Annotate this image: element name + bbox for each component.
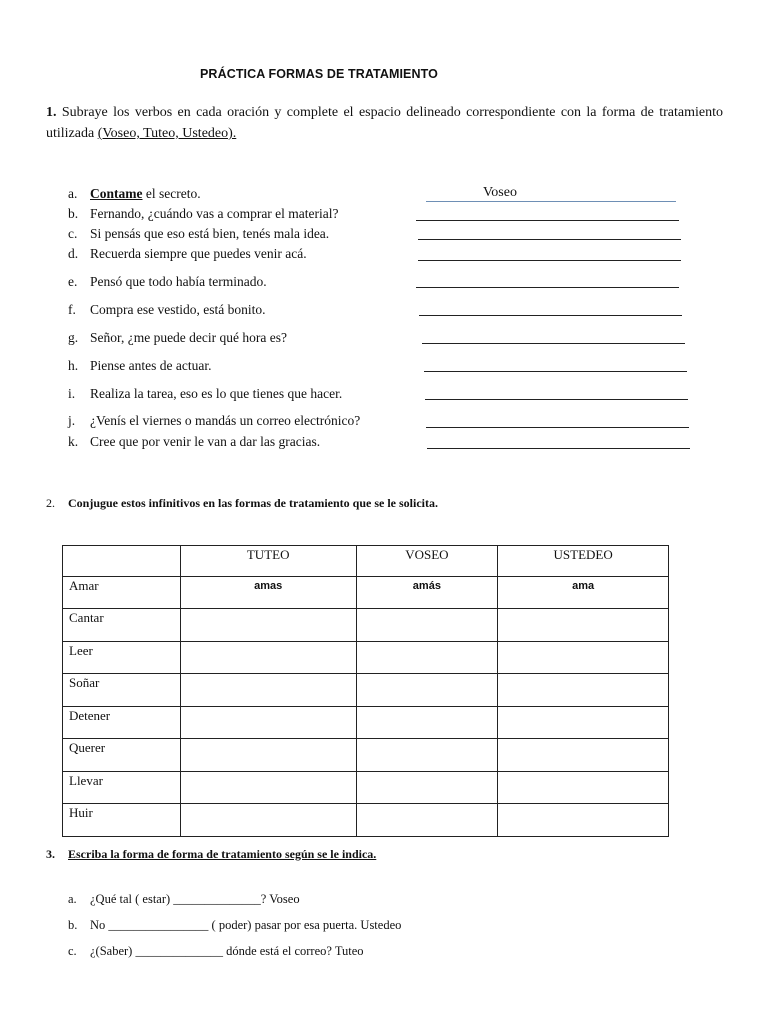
- verb-cell: Cantar: [63, 609, 181, 642]
- tuteo-cell[interactable]: [180, 739, 356, 772]
- table-header-voseo: VOSEO: [356, 546, 498, 577]
- list-item: a. ¿Qué tal ( estar) ______________? Voseo: [68, 892, 300, 906]
- verb-cell: Amar: [63, 576, 181, 609]
- voseo-cell[interactable]: [356, 706, 498, 739]
- voseo-cell[interactable]: [356, 804, 498, 837]
- answer-line[interactable]: [425, 399, 688, 400]
- tuteo-cell[interactable]: [180, 771, 356, 804]
- table-row: [63, 641, 669, 674]
- table-row: [63, 706, 669, 739]
- tuteo-cell[interactable]: amas: [180, 576, 356, 609]
- verb-cell: Soñar: [63, 674, 181, 707]
- exercise-3-number: 3.: [46, 847, 55, 861]
- verb-cell: Detener: [63, 706, 181, 739]
- list-item: d. Recuerda siempre que puedes venir acá.: [68, 246, 307, 261]
- ustedeo-cell[interactable]: ama: [498, 576, 669, 609]
- list-item: k. Cree que por venir le van a dar las gracias.: [68, 434, 321, 449]
- answer-line[interactable]: [422, 343, 685, 344]
- page-title: PRÁCTICA FORMAS DE TRATAMIENTO: [200, 67, 438, 81]
- list-item: f. Compra ese vestido, está bonito.: [68, 302, 266, 317]
- exercise-2-instructions: 2. Conjugue estos infinitivos en las formas de tratamiento que se le solicita.: [46, 496, 438, 510]
- ustedeo-cell[interactable]: [498, 706, 669, 739]
- conjugation-table: [62, 545, 669, 837]
- table-header-row: [63, 546, 669, 577]
- voseo-cell[interactable]: [356, 739, 498, 772]
- table-row: [63, 739, 669, 772]
- list-item: e. Pensó que todo había terminado.: [68, 274, 267, 289]
- answer-voseo: Voseo: [483, 185, 517, 200]
- exercise-1-text: Subraye los verbos en cada oración y complete el espacio delineado correspondiente con la forma de tratamiento utilizada: [46, 105, 724, 141]
- answer-line[interactable]: [427, 448, 690, 449]
- verb-cell: Querer: [63, 739, 181, 772]
- list-item: c. Si pensás que eso está bien, tenés mala idea.: [68, 226, 330, 241]
- list-item: i. Realiza la tarea, eso es lo que tienes que hacer.: [68, 386, 343, 401]
- voseo-cell[interactable]: amás: [356, 576, 498, 609]
- exercise-3-instructions: 3. Escriba la forma de forma de tratamiento según se le indica.: [46, 847, 377, 861]
- exercise-2-number: 2.: [46, 496, 55, 510]
- tuteo-cell[interactable]: [180, 706, 356, 739]
- list-item: j. ¿Venís el viernes o mandás un correo electrónico?: [68, 413, 361, 428]
- underlined-verb: Contame: [90, 186, 143, 201]
- exercise-1-options: (Voseo, Tuteo, Ustedeo).: [97, 126, 237, 141]
- ustedeo-cell[interactable]: [498, 641, 669, 674]
- table-header-blank: [63, 546, 181, 577]
- answer-line[interactable]: [416, 287, 679, 288]
- answer-line[interactable]: [416, 220, 679, 221]
- list-item: h. Piense antes de actuar.: [68, 358, 212, 373]
- tuteo-cell[interactable]: [180, 674, 356, 707]
- table-header-ustedeo: USTEDEO: [498, 546, 669, 577]
- ustedeo-cell[interactable]: [498, 674, 669, 707]
- exercise-1-number: 1.: [46, 105, 57, 120]
- verb-cell: Huir: [63, 804, 181, 837]
- answer-line[interactable]: [418, 239, 681, 240]
- list-item: b. No ________________ ( poder) pasar por esa puerta. Ustedeo: [68, 918, 402, 932]
- tuteo-cell[interactable]: [180, 609, 356, 642]
- voseo-cell[interactable]: [356, 641, 498, 674]
- ustedeo-cell[interactable]: [498, 739, 669, 772]
- ustedeo-cell[interactable]: [498, 804, 669, 837]
- table-row: [63, 609, 669, 642]
- tuteo-cell[interactable]: [180, 641, 356, 674]
- list-item: b. Fernando, ¿cuándo vas a comprar el material?: [68, 206, 339, 221]
- voseo-cell[interactable]: [356, 674, 498, 707]
- answer-line[interactable]: [419, 315, 682, 316]
- list-item: g. Señor, ¿me puede decir qué hora es?: [68, 330, 287, 345]
- answer-line[interactable]: [424, 371, 687, 372]
- table-row: [63, 674, 669, 707]
- tuteo-cell[interactable]: [180, 804, 356, 837]
- answer-line[interactable]: [426, 427, 689, 428]
- table-row: [63, 576, 669, 609]
- verb-cell: Llevar: [63, 771, 181, 804]
- exercise-1-instructions: [46, 102, 723, 144]
- verb-cell: Leer: [63, 641, 181, 674]
- voseo-cell[interactable]: [356, 609, 498, 642]
- ustedeo-cell[interactable]: [498, 609, 669, 642]
- table-row: [63, 804, 669, 837]
- ustedeo-cell[interactable]: [498, 771, 669, 804]
- answer-line[interactable]: [418, 260, 681, 261]
- voseo-cell[interactable]: [356, 771, 498, 804]
- list-item: a. Contame el secreto.: [68, 186, 201, 201]
- list-item: c. ¿(Saber) ______________ dónde está el correo? Tuteo: [68, 944, 364, 958]
- table-row: [63, 771, 669, 804]
- answer-line[interactable]: [426, 201, 676, 202]
- table-header-tuteo: TUTEO: [180, 546, 356, 577]
